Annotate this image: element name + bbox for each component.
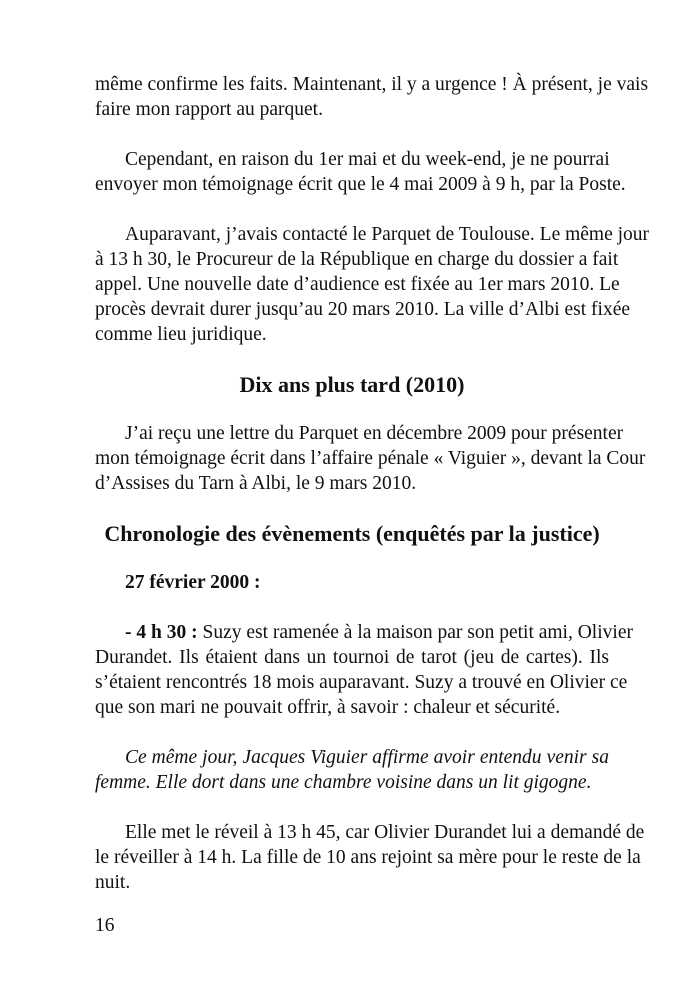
text-line: appel. Une nouvelle date d’audience est fixée au 1er mars 2010. Le — [95, 274, 620, 295]
text-line: mon témoignage écrit dans l’affaire pénale « Viguier », devant la Cour — [95, 448, 646, 469]
paragraph — [95, 620, 633, 720]
text-line: le réveiller à 14 h. La fille de 10 ans rejoint sa mère pour le reste de la — [95, 847, 641, 868]
page-body — [95, 72, 650, 920]
text-line: que son mari ne pouvait offrir, à savoir : chaleur et sécurité. — [95, 697, 561, 718]
paragraph — [95, 72, 649, 122]
section-heading: Dix ans plus tard (2010) — [239, 372, 465, 397]
text-line: procès devrait durer jusqu’au 20 mars 2010. La ville d’Albi est fixée — [95, 299, 631, 320]
text-line — [95, 620, 633, 645]
text-line: Cependant, en raison du 1er mai et du week-end, je ne pourrai — [125, 149, 610, 170]
paragraph — [95, 222, 650, 347]
text-line: même confirme les faits. Maintenant, il y a urgence ! À présent, je vais — [95, 74, 649, 95]
text-line: Elle met le réveil à 13 h 45, car Olivier Durandet lui a demandé de — [125, 822, 645, 843]
text-line: comme lieu juridique. — [95, 324, 267, 345]
paragraph — [95, 820, 645, 895]
text-line: nuit. — [95, 872, 131, 893]
section-heading: Chronologie des évènements (enquêtés par la justice) — [104, 521, 600, 546]
paragraph — [95, 421, 646, 496]
paragraph — [95, 147, 626, 197]
text-line: femme. Elle dort dans une chambre voisine dans un lit gigogne. — [95, 772, 592, 793]
text-line: Durandet. Ils étaient dans un tournoi de tarot (jeu de cartes). Ils — [95, 647, 609, 668]
date-subheading: 27 février 2000 : — [125, 572, 261, 593]
text-line: à 13 h 30, le Procureur de la République en charge du dossier a fait — [95, 249, 619, 270]
italic-paragraph — [95, 745, 609, 795]
text-line: faire mon rapport au parquet. — [95, 99, 323, 120]
text-line: d’Assises du Tarn à Albi, le 9 mars 2010. — [95, 473, 417, 494]
text-line: envoyer mon témoignage écrit que le 4 mai 2009 à 9 h, par la Poste. — [95, 174, 626, 195]
text-span: Suzy est ramenée à la maison par son petit ami, Olivier — [197, 622, 633, 643]
page-number: 16 — [95, 915, 115, 936]
text-line: Auparavant, j’avais contacté le Parquet de Toulouse. Le même jour — [125, 224, 650, 245]
text-line: Ce même jour, Jacques Viguier affirme avoir entendu venir sa — [125, 747, 609, 768]
text-line: J’ai reçu une lettre du Parquet en décembre 2009 pour présenter — [125, 423, 624, 444]
text-line: s’étaient rencontrés 18 mois auparavant. Suzy a trouvé en Olivier ce — [95, 672, 628, 693]
time-label: - 4 h 30 : — [125, 622, 198, 643]
